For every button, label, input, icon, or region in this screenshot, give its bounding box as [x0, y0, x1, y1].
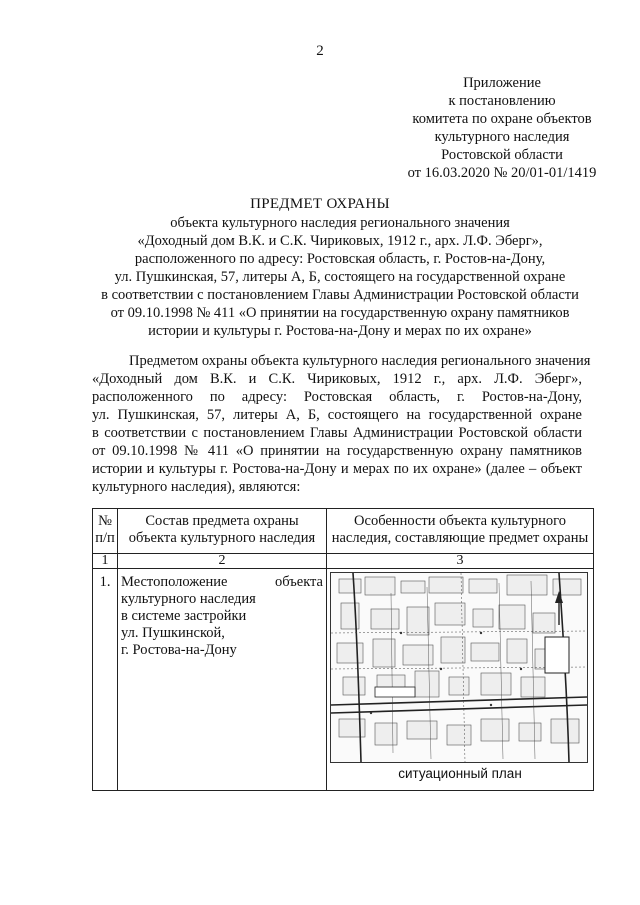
body-line: в соответствии с постановлением Главы Администрации Ростовской области [92, 425, 582, 441]
composition-line: ул. Пушкинской, [121, 625, 225, 641]
body-line: «Доходный дом В.К. и С.К. Чириковых, 1912 г., арх. Л.Ф. Эберг», [92, 371, 582, 387]
body-line: расположенного по адресу: Ростовская область, г. Ростов-на-Дону, [92, 389, 582, 405]
column-number: 3 [327, 554, 594, 569]
subtitle-line: ул. Пушкинская, 57, литеры А, Б, состоящего на государственной охране [114, 269, 566, 285]
row-composition [118, 569, 327, 791]
header-features-line: наследия, составляющие предмет охраны [331, 530, 589, 546]
body-line: ул. Пушкинская, 57, литеры А, Б, состоящего на государственной охране [92, 407, 582, 423]
appendix-line: культурного наследия [434, 129, 570, 145]
header-features [327, 509, 594, 554]
header-composition-line: объекта культурного наследия [128, 530, 316, 546]
appendix-line: Приложение [463, 75, 541, 91]
subtitle-line: в соответствии с постановлением Главы Администрации Ростовской области [101, 287, 579, 303]
situation-plan-caption: ситуационный план [398, 766, 522, 781]
body-paragraph [92, 352, 591, 496]
body-line: Предметом охраны объекта культурного наследия регионального значения [129, 353, 591, 369]
page-number: 2 [316, 43, 324, 59]
table-row [93, 569, 594, 791]
body-line: истории и культуры г. Ростова-на-Дону и мерах по их охране» (далее – объект [92, 461, 582, 477]
subtitle-line: «Доходный дом В.К. и С.К. Чириковых, 1912 г., арх. Л.Ф. Эберг», [137, 233, 543, 249]
appendix-line: от 16.03.2020 № 20/01-01/1419 [407, 165, 597, 181]
document-title: ПРЕДМЕТ ОХРАНЫ [250, 196, 390, 212]
header-features-line: Особенности объекта культурного [354, 513, 566, 529]
header-number-line: № [98, 513, 112, 529]
composition-line: культурного наследия [121, 591, 256, 607]
body-line: от 09.10.1998 № 411 «О принятии на государственную охрану памятников [92, 443, 582, 459]
column-number: 2 [118, 554, 327, 569]
body-line: культурного наследия), являются: [92, 479, 301, 495]
composition-line: в системе застройки [121, 608, 247, 624]
header-composition-line: Состав предмета охраны [145, 513, 299, 529]
header-number [93, 509, 118, 554]
appendix-block [378, 74, 626, 182]
protection-subject-table [92, 508, 594, 791]
column-number-row [93, 554, 594, 569]
situation-plan-image [330, 572, 588, 763]
header-composition [118, 509, 327, 554]
document-subtitle [40, 214, 640, 340]
row-number: 1. [93, 569, 118, 791]
subtitle-line: истории и культуры г. Ростова-на-Дону и мерах по их охране» [148, 323, 532, 339]
subtitle-line: расположенного по адресу: Ростовская область, г. Ростов-на-Дону, [134, 251, 546, 267]
row-features [327, 569, 594, 791]
situation-plan-map [331, 573, 587, 762]
table-header-row [93, 509, 594, 554]
subtitle-line: объекта культурного наследия регионального значения [170, 215, 510, 231]
composition-line: г. Ростова-на-Дону [121, 642, 237, 658]
composition-line: Местоположение объекта [121, 574, 323, 590]
appendix-line: Ростовской области [441, 147, 563, 163]
appendix-line: комитета по охране объектов [412, 111, 592, 127]
header-number-line: п/п [95, 530, 115, 546]
subtitle-line: от 09.10.1998 № 411 «О принятии на государственную охрану памятников [110, 305, 570, 321]
appendix-line: к постановлению [448, 93, 556, 109]
column-number: 1 [93, 554, 118, 569]
